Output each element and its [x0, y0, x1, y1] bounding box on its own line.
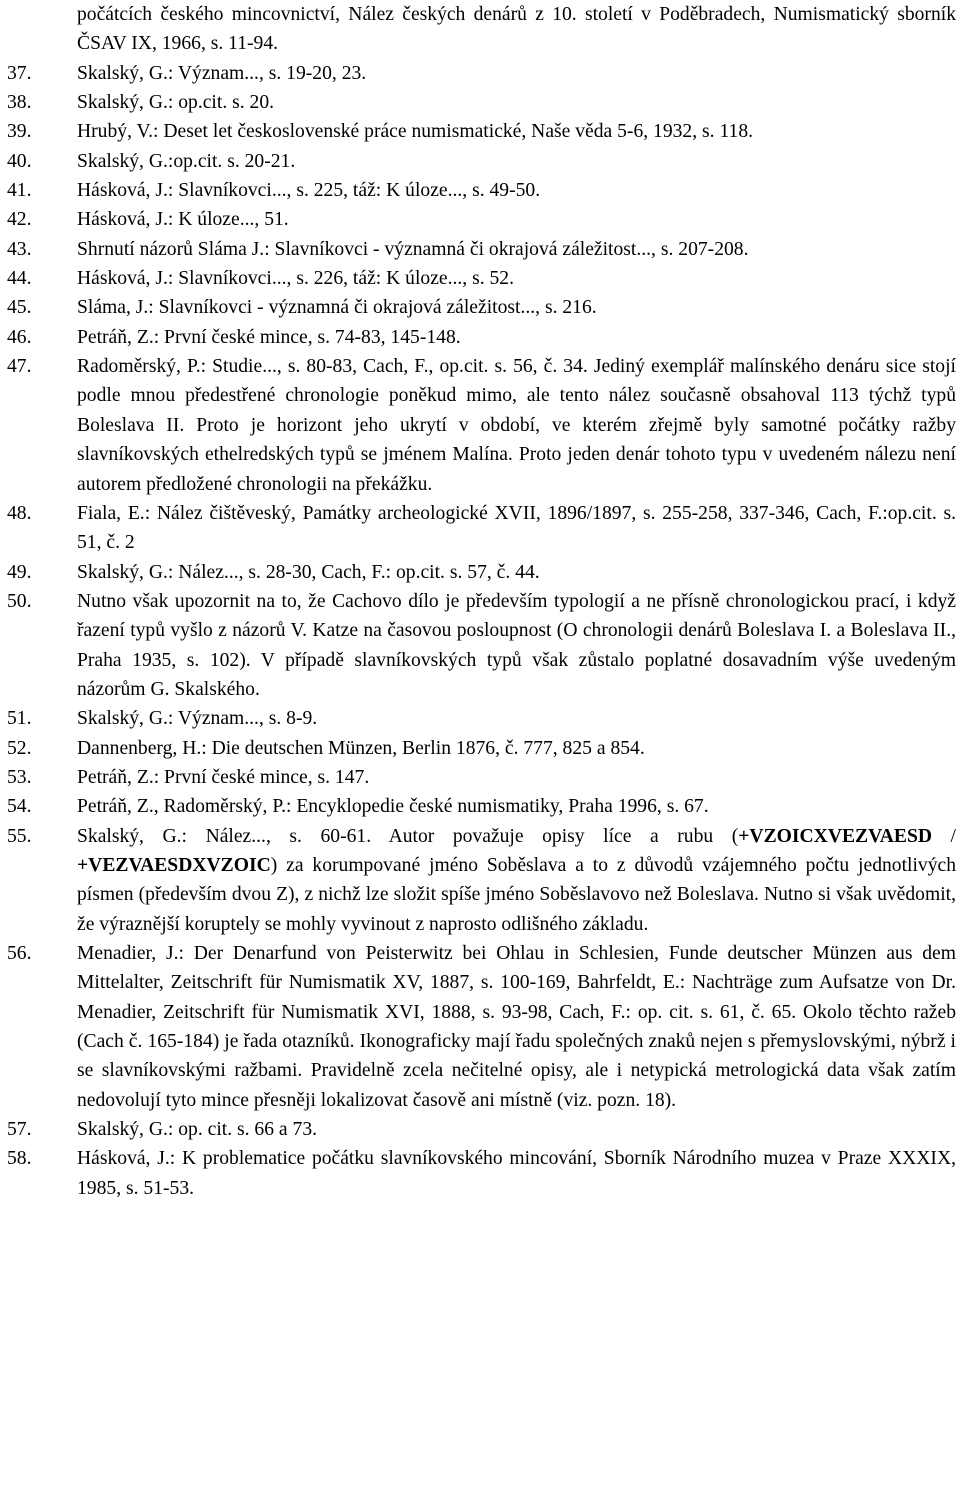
footnote-44: [7, 264, 956, 293]
footnote-39: [7, 117, 956, 146]
footnote-number: 43.: [7, 238, 32, 260]
footnote-54: [7, 792, 956, 821]
footnote-number: 50.: [7, 590, 32, 612]
footnote-48: [7, 499, 956, 558]
footnote-42: [7, 205, 956, 234]
footnote-text: Skalský, G.:op.cit. s. 20-21.: [77, 150, 296, 172]
footnotes-page: [7, 0, 956, 1203]
footnote-text: počátcích českého mincovnictví, Nález českých denárů z 10. století v Poděbradech, Numismatický sborník ČSAV IX, 1966, s. 11-94.: [77, 4, 956, 55]
footnote-46: [7, 323, 956, 352]
footnote-49: [7, 558, 956, 587]
footnote-45: [7, 293, 956, 322]
footnote-text: Skalský, G.: op.cit. s. 20.: [77, 92, 275, 114]
footnote-57: [7, 1115, 956, 1144]
footnote-38: [7, 88, 956, 117]
footnote-number: 37.: [7, 62, 32, 84]
footnote-52: [7, 734, 956, 763]
footnote-text: Skalský, G.: op. cit. s. 66 a 73.: [77, 1119, 318, 1141]
footnote-text: Shrnutí názorů Sláma J.: Slavníkovci - významná či okrajová záležitost..., s. 207-208.: [77, 238, 749, 260]
legend-inscription-obverse: +VZOICXVEZVAESD: [738, 825, 932, 847]
footnote-number: 42.: [7, 209, 32, 231]
footnote-53: [7, 763, 956, 792]
footnote-text: Dannenberg, H.: Die deutschen Münzen, Berlin 1876, č. 777, 825 a 854.: [77, 737, 645, 759]
footnote-number: 51.: [7, 708, 32, 730]
footnote-text: Fiala, E.: Nález čištěveský, Památky archeologické XVII, 1896/1897, s. 255-258, 337-346, Cach, F.:op.cit. s. 51, č. 2: [77, 502, 956, 554]
footnote-text: Petráň, Z.: První české mince, s. 74-83, 145-148.: [77, 326, 461, 348]
footnote-text: Hásková, J.: K úloze..., 51.: [77, 209, 289, 231]
footnote-number: 41.: [7, 180, 32, 202]
footnote-number: 56.: [7, 943, 32, 964]
footnote-number: 47.: [7, 356, 32, 378]
footnote-50: [7, 587, 956, 704]
footnote-number: 40.: [7, 150, 32, 172]
footnote-text: Hásková, J.: Slavníkovci..., s. 225, táž: K úloze..., s. 49-50.: [77, 180, 541, 202]
footnote-text-part: /: [932, 825, 957, 847]
footnote-text: Hásková, J.: K problematice počátku slavníkovského mincování, Sborník Národního muzea v Praze XXXIX, 1985, s. 51-53.: [77, 1148, 956, 1199]
footnote-number: 38.: [7, 92, 32, 114]
footnote-continuation: [7, 0, 956, 59]
footnote-number: 57.: [7, 1119, 32, 1141]
footnote-text: Nutno však upozornit na to, že Cachovo dílo je především typologií a ne přísně chronologickou prací, i když řazení typů vyšlo z názorů V. Katze na časovou posloupnost (O chronologii denárů Boleslava I. a Boleslava II., Praha 1935, s. 102). V případě slavníkovských typů však zůstalo poplatné dosavadním výše uvedeným názorům G. Skalského.: [77, 590, 956, 700]
footnote-55: [7, 822, 956, 939]
footnote-41: [7, 176, 956, 205]
footnote-text: Skalský, G.: Nález..., s. 28-30, Cach, F.: op.cit. s. 57, č. 44.: [77, 561, 540, 583]
footnote-number: 46.: [7, 326, 32, 348]
footnote-number: 48.: [7, 502, 32, 524]
footnote-56: [7, 939, 956, 1115]
footnote-40: [7, 147, 956, 176]
footnote-number: 39.: [7, 121, 32, 143]
footnote-47: [7, 352, 956, 499]
footnote-number: 54.: [7, 796, 32, 818]
footnote-51: [7, 704, 956, 733]
footnote-number: 52.: [7, 737, 32, 759]
footnote-text: Skalský, G.: Význam..., s. 8-9.: [77, 708, 318, 730]
footnote-text: Skalský, G.: Význam..., s. 19-20, 23.: [77, 62, 367, 84]
footnote-text: Hásková, J.: Slavníkovci..., s. 226, táž: K úloze..., s. 52.: [77, 268, 514, 290]
footnote-number: 45.: [7, 297, 32, 319]
footnote-text: Menadier, J.: Der Denarfund von Peisterwitz bei Ohlau in Schlesien, Funde deutscher Münzen aus dem Mittelalter, Zeitschrift für Numismatik XV, 1887, s. 100-169, Bahrfeldt, E.: Nachträge zum Aufsatze von Dr. Menadier, Zeitschrift für Numismatik XVI, 1888, s. 93-98, Cach, F.: op. cit. s. 61, č. 65. Okolo těchto ražeb (Cach č. 165-184) je řada otazníků. Ikonograficky mají řadu společných znaků nejen s přemyslovskými, nýbrž i se slavníkovskými ražbami. Pravidelně zcela nečitelné opisy, ale i netypická metrologická data však zatím nedovolují tyto mince přesněji lokalizovat časově ani místně (viz. pozn. 18).: [77, 943, 956, 1111]
footnote-text-part: ) za korumpované jméno Soběslava a to z důvodů vzájemného počtu jednotlivých písmen (především dvou Z), z nichž lze složit spíše jméno Soběslavovo než Boleslava. Nutno si však uvědomit, že výraznější koruptely se mohly vyvinout z naprosto odlišného základu.: [77, 854, 956, 935]
footnote-number: 55.: [7, 825, 32, 847]
footnote-text: Hrubý, V.: Deset let československé práce numismatické, Naše věda 5-6, 1932, s. 118.: [77, 121, 754, 143]
footnote-text: Sláma, J.: Slavníkovci - významná či okrajová záležitost..., s. 216.: [77, 297, 597, 319]
footnote-number: 53.: [7, 766, 32, 788]
footnote-43: [7, 235, 956, 264]
footnote-number: 44.: [7, 268, 32, 290]
footnote-58: [7, 1144, 956, 1203]
footnote-text: Petráň, Z.: První české mince, s. 147.: [77, 766, 370, 788]
footnote-number: 58.: [7, 1148, 32, 1170]
footnote-text-part: Skalský, G.: Nález..., s. 60-61. Autor považuje opisy líce a rubu (: [77, 825, 739, 847]
footnote-37: [7, 59, 956, 88]
footnote-text: Petráň, Z., Radoměrský, P.: Encyklopedie české numismatiky, Praha 1996, s. 67.: [77, 796, 709, 818]
footnote-text: Radoměrský, P.: Studie..., s. 80-83, Cach, F., op.cit. s. 56, č. 34. Jediný exemplář malínského denáru sice stojí podle mnou předestřené chronologie poněkud mimo, ale tento nález současně obsahoval 113 týchž typů Boleslava II. Proto je horizont jeho ukrytí v období, ve kterém zřejmě byly samotné počátky ražby slavníkovských ethelredských typů se jménem Malína. Proto jeden denár tohoto typu v uvedeném nálezu není autorem předložené chronologii na překážku.: [77, 356, 956, 495]
legend-inscription-reverse: +VEZVAESDXVZOIC: [77, 854, 271, 876]
footnote-text: [77, 822, 956, 939]
footnote-number: 49.: [7, 561, 32, 583]
